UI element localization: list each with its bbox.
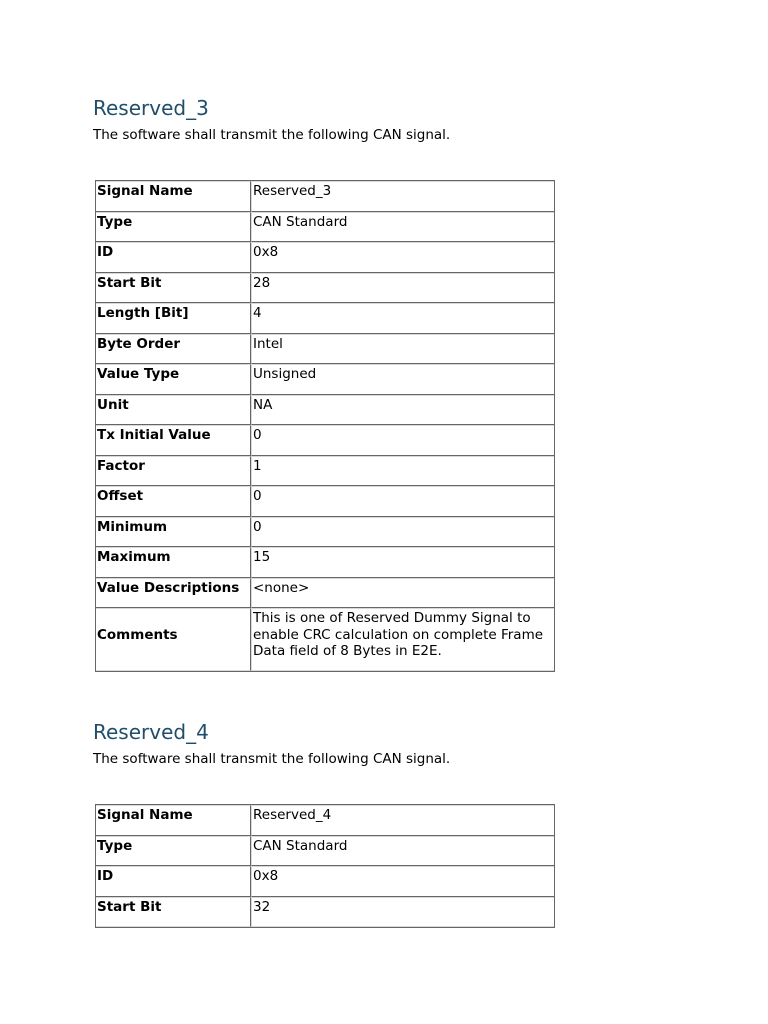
row-value: Reserved_4	[251, 805, 554, 836]
row-value: <none>	[251, 578, 554, 609]
row-value: 0	[251, 517, 554, 548]
row-value: 1	[251, 456, 554, 487]
row-value: 32	[251, 897, 554, 928]
table-row	[96, 578, 554, 609]
row-value: 15	[251, 547, 554, 578]
table-row	[96, 547, 554, 578]
table-row	[96, 395, 554, 426]
signal-section-reserved-3	[93, 96, 693, 659]
row-value: 28	[251, 273, 554, 304]
table-row	[96, 897, 554, 928]
row-value: 0x8	[251, 866, 554, 897]
row-key: Comments	[96, 608, 251, 671]
row-value: Reserved_3	[251, 181, 554, 212]
table-row	[96, 212, 554, 243]
row-key: Type	[96, 836, 251, 867]
row-value: CAN Standard	[251, 212, 554, 243]
table-row	[96, 364, 554, 395]
section-intro: The software shall transmit the following CAN signal.	[93, 127, 451, 143]
row-key: Factor	[96, 456, 251, 487]
row-key: Start Bit	[96, 273, 251, 304]
row-value: 4	[251, 303, 554, 334]
table-row	[96, 334, 554, 365]
row-value: Intel	[251, 334, 554, 365]
signal-table	[95, 180, 555, 672]
row-key: Maximum	[96, 547, 251, 578]
row-value: CAN Standard	[251, 836, 554, 867]
row-key: Unit	[96, 395, 251, 426]
row-value: 0x8	[251, 242, 554, 273]
table-row	[96, 805, 554, 836]
table-row	[96, 242, 554, 273]
row-key: ID	[96, 242, 251, 273]
section-intro: The software shall transmit the following CAN signal.	[93, 751, 451, 767]
row-key: Length [Bit]	[96, 303, 251, 334]
table-row	[96, 303, 554, 334]
section-title: Reserved_4	[93, 720, 209, 744]
row-value: NA	[251, 395, 554, 426]
row-key: Signal Name	[96, 805, 251, 836]
row-key: Minimum	[96, 517, 251, 548]
row-value: 0	[251, 425, 554, 456]
table-row	[96, 181, 554, 212]
signal-table	[95, 804, 555, 928]
row-key: Value Descriptions	[96, 578, 251, 609]
row-value: This is one of Reserved Dummy Signal to enable CRC calculation on complete Frame Data field of 8 Bytes in E2E.	[251, 608, 554, 671]
table-row	[96, 425, 554, 456]
row-value: 0	[251, 486, 554, 517]
table-row	[96, 273, 554, 304]
row-key: Start Bit	[96, 897, 251, 928]
row-key: Tx Initial Value	[96, 425, 251, 456]
section-title: Reserved_3	[93, 96, 209, 120]
row-key: ID	[96, 866, 251, 897]
row-value: Unsigned	[251, 364, 554, 395]
table-row	[96, 517, 554, 548]
row-key: Byte Order	[96, 334, 251, 365]
row-key: Signal Name	[96, 181, 251, 212]
row-key: Type	[96, 212, 251, 243]
row-key: Value Type	[96, 364, 251, 395]
table-row	[96, 836, 554, 867]
table-row	[96, 608, 554, 671]
table-row	[96, 486, 554, 517]
row-key: Offset	[96, 486, 251, 517]
table-row	[96, 456, 554, 487]
table-row	[96, 866, 554, 897]
signal-section-reserved-4	[93, 720, 693, 915]
